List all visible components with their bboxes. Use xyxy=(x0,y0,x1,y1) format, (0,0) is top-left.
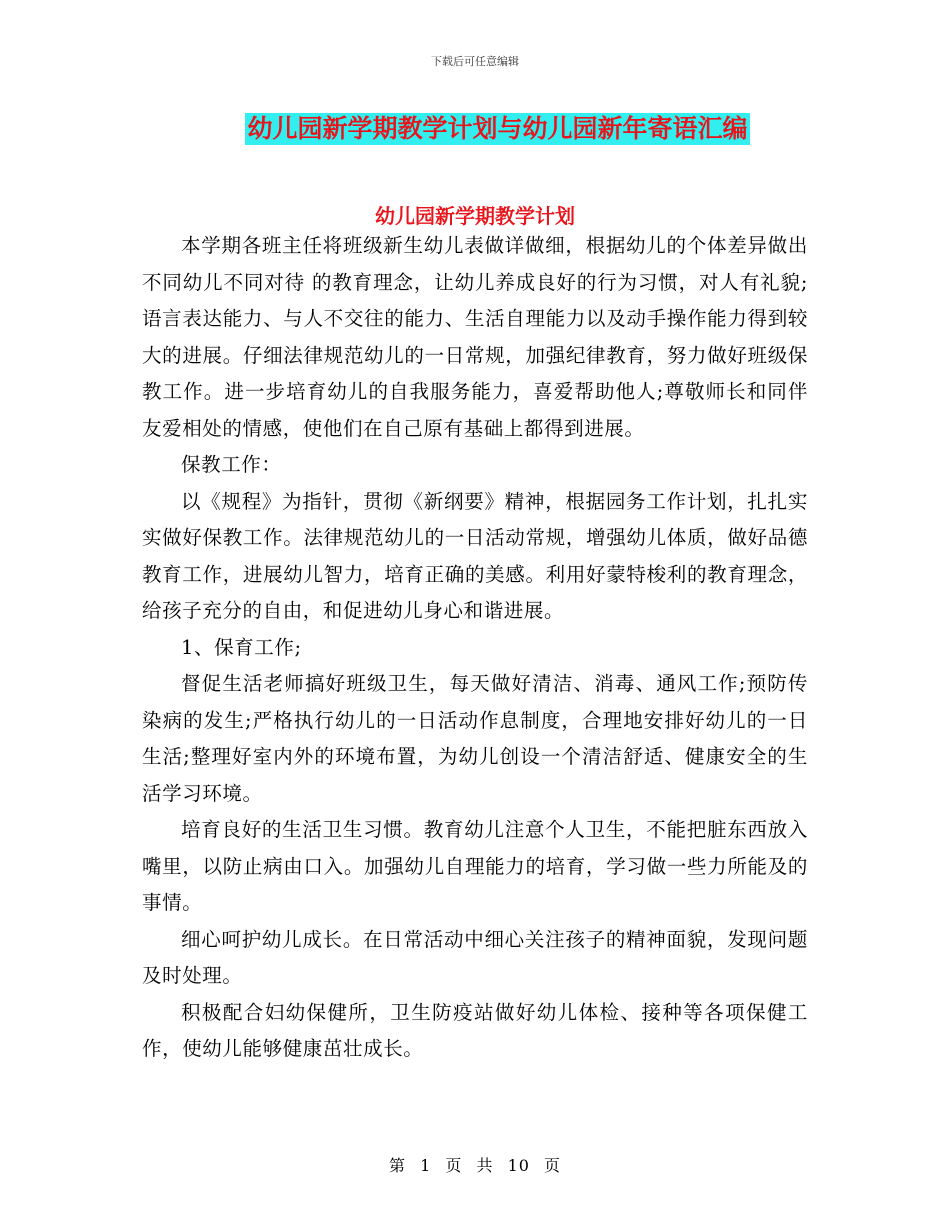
footer-total-pages: 10 xyxy=(507,1156,530,1175)
footer-prefix: 第 xyxy=(388,1156,406,1175)
paragraph-heading-childcare: 1、保育工作; xyxy=(181,635,302,659)
paragraph-guidelines: 以《规程》为指针，贯彻《新纲要》精神，根据园务工作计划，扎扎实实做好保教工作。法律规范幼儿的一日活动常规，增强幼儿体质，做好品德教育工作，进展幼儿智力，培育正确的美感。利用好蒙特梭利的教育理念，给孩子充分的自由，和促进幼儿身心和谐进展。 xyxy=(142,489,808,622)
header-note: 下载后可任意编辑 xyxy=(431,55,519,68)
footer-total-label: 共 xyxy=(476,1156,494,1175)
footer-page-number: 1 xyxy=(420,1156,432,1175)
document-body xyxy=(142,228,808,1068)
main-title: 幼儿园新学期教学计划与幼儿园新年寄语汇编 xyxy=(247,114,748,143)
paragraph-intro: 本学期各班主任将班级新生幼儿表做详做细，根据幼儿的个体差异做出 不同幼儿不同对待 的教育理念，让幼儿养成良好的行为习惯，对人有礼貌;语言表达能力、与人不交往的能力、生活自理能力以及动手操作能力得到较大的进展。仔细法律规范幼儿的一日常规，加强纪律教育，努力做好班级保教工作。进一步培育幼儿的自我服务能力，喜爱帮助他人;尊敬师长和同伴友爱相处的情感，使他们在自己原有基础上都得到进展。 xyxy=(142,234,808,440)
main-title-container xyxy=(0,113,950,145)
paragraph-hygiene: 督促生活老师搞好班级卫生，每天做好清洁、消毒、通风工作;预防传染病的发生;严格执行幼儿的一日活动作息制度，合理地安排好幼儿的一日生活;整理好室内外的环境布置，为幼儿创设一个清洁舒适、健康安全的生活学习环境。 xyxy=(142,672,808,805)
page-footer xyxy=(0,1153,950,1176)
paragraph-health-work: 积极配合妇幼保健所，卫生防疫站做好幼儿体检、接种等各项保健工作，使幼儿能够健康茁壮成长。 xyxy=(142,1000,808,1060)
footer-total-suffix: 页 xyxy=(544,1156,562,1175)
footer-page-label: 页 xyxy=(445,1156,463,1175)
section-title: 幼儿园新学期教学计划 xyxy=(375,204,575,228)
paragraph-care-growth: 细心呵护幼儿成长。在日常活动中细心关注孩子的精神面貌，发现问题及时处理。 xyxy=(142,927,808,987)
paragraph-habits: 培育良好的生活卫生习惯。教育幼儿注意个人卫生，不能把脏东西放入嘴里，以防止病由口入。加强幼儿自理能力的培育，学习做一些力所能及的事情。 xyxy=(142,818,808,914)
paragraph-heading-care-education: 保教工作： xyxy=(181,453,282,476)
